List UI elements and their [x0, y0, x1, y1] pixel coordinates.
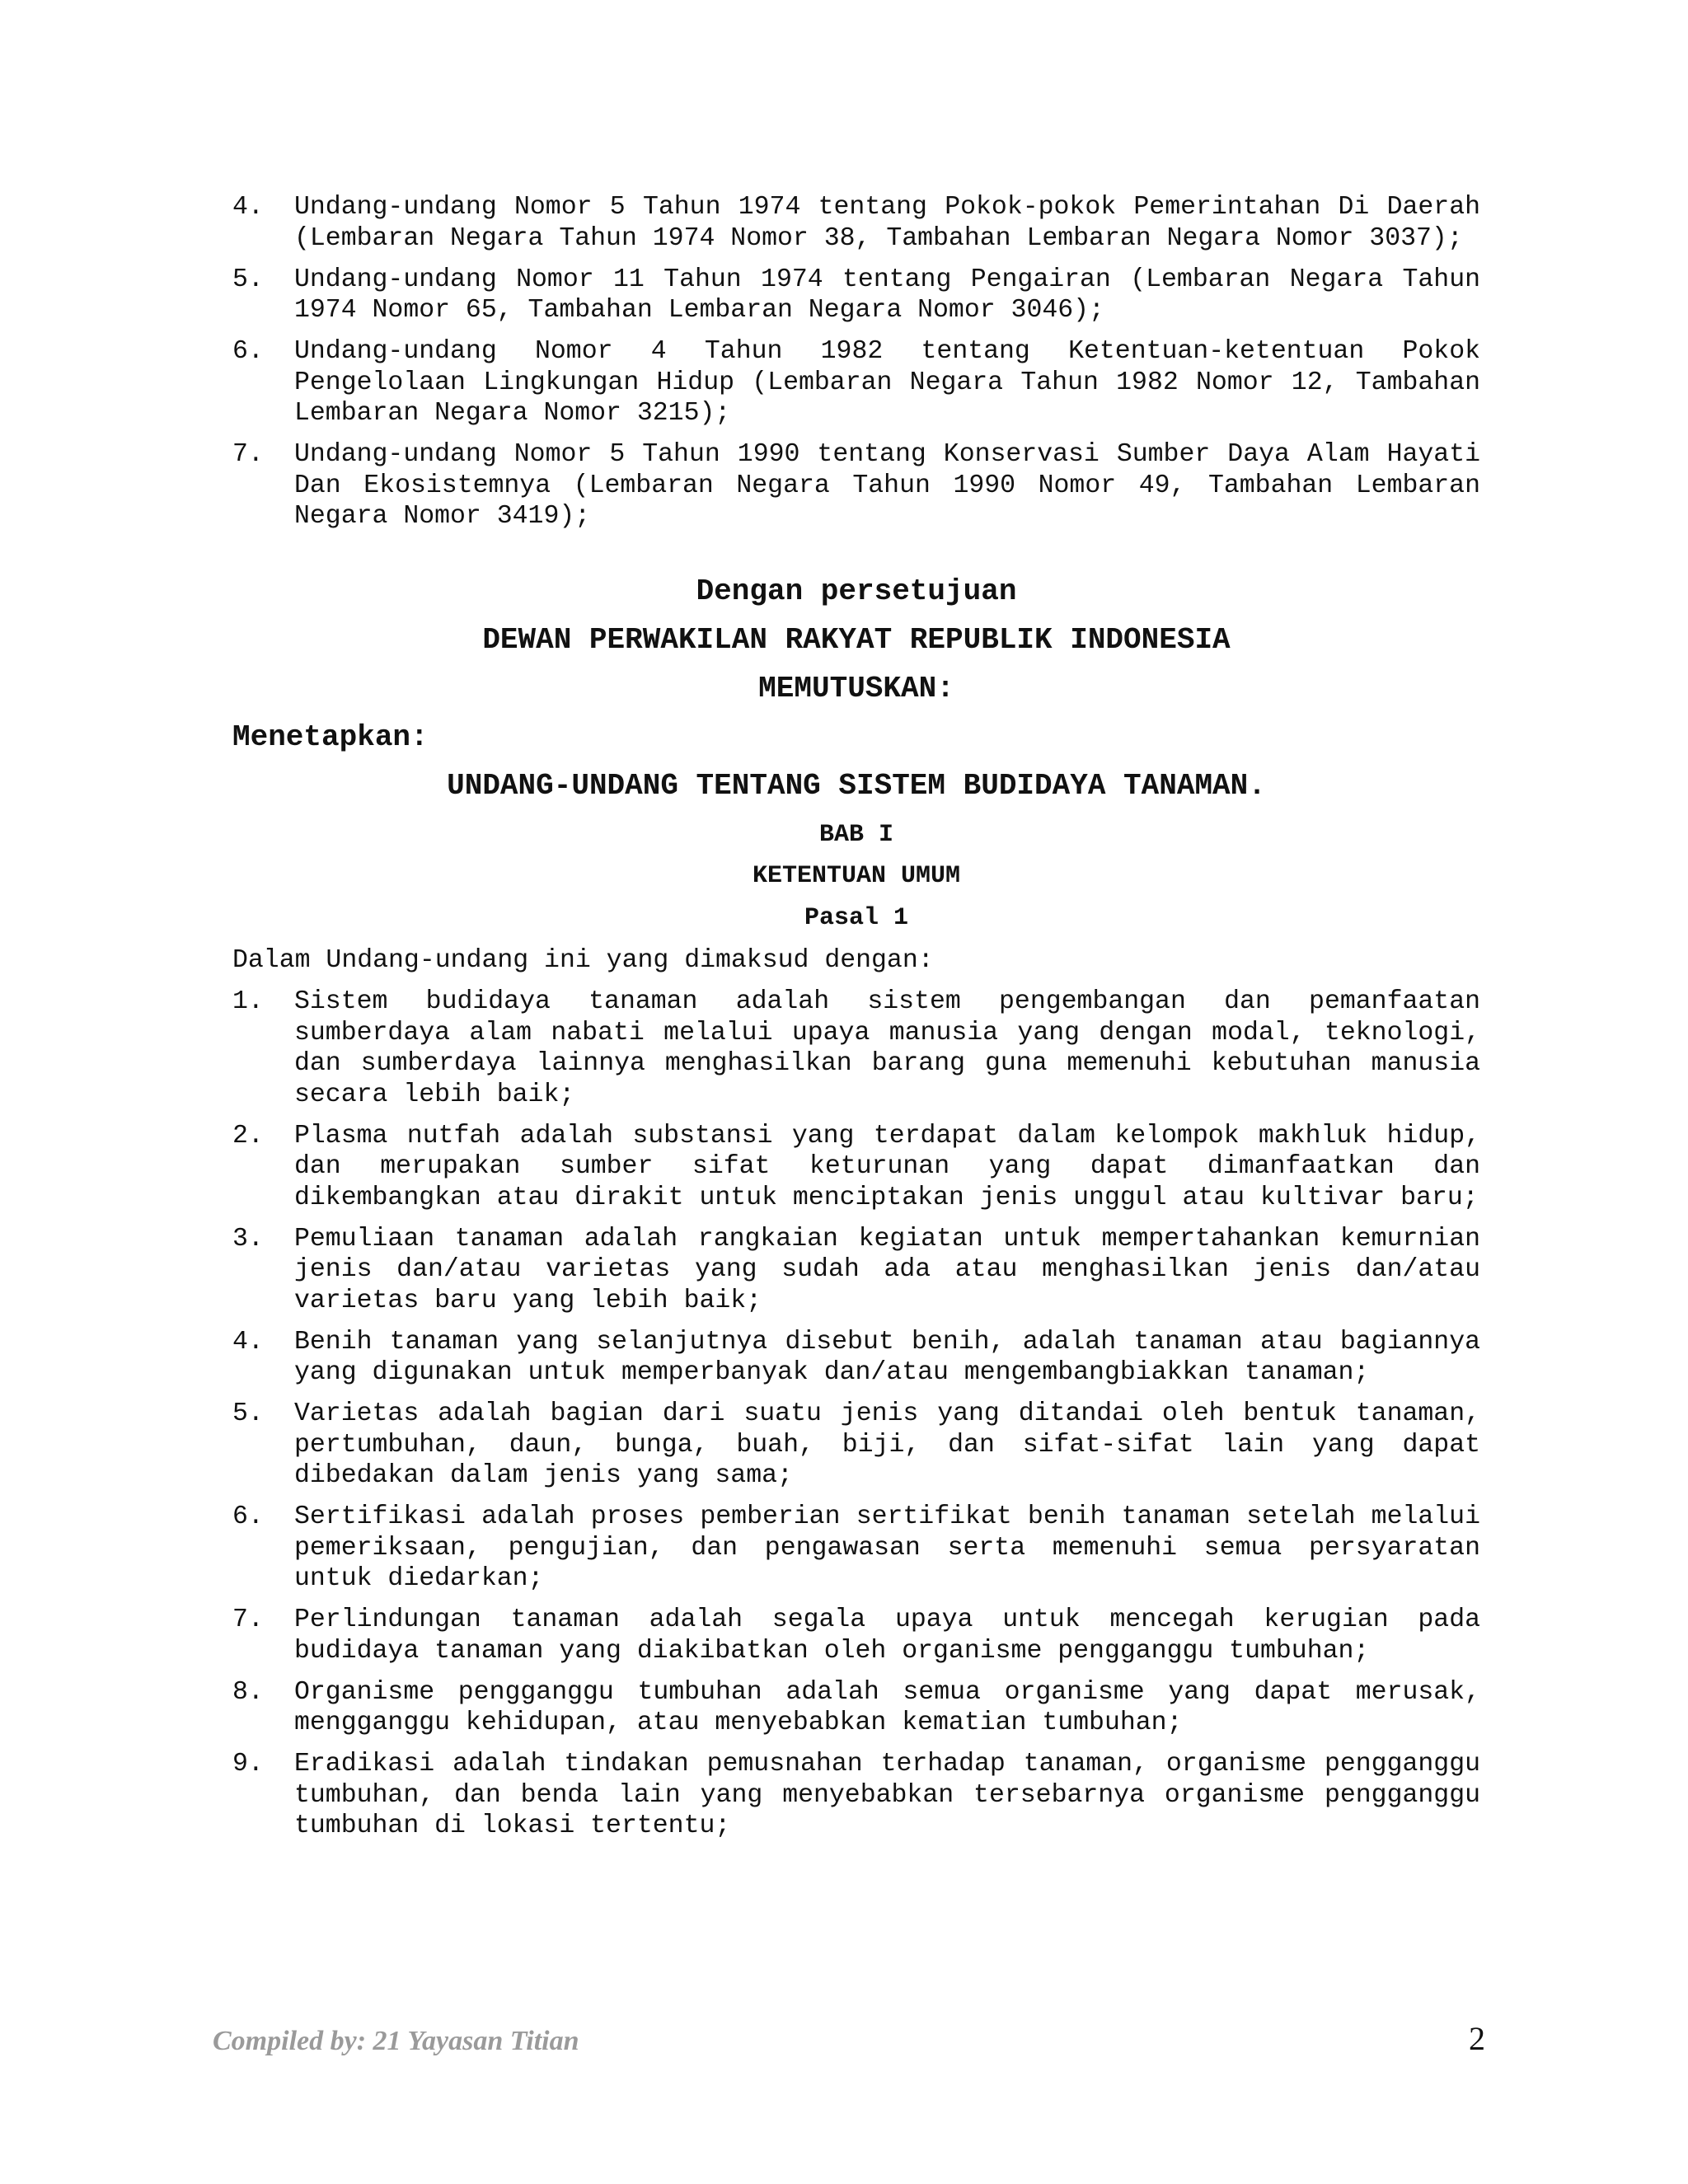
list-item — [232, 265, 1480, 326]
chapter-title: KETENTUAN UMUM — [752, 862, 961, 890]
approval-heading: Dengan persetujuan — [696, 574, 1017, 608]
list-item — [232, 1677, 1480, 1739]
item-number: 6. — [232, 337, 264, 366]
list-item — [232, 1605, 1480, 1666]
item-text: Sertifikasi adalah proses pemberian sertifikat benih tanaman setelah melalui pemeriksaan, pengujian, dan pengawasan serta memenuhi semua persyaratan untuk diedarkan; — [294, 1502, 1480, 1593]
item-text: Varietas adalah bagian dari suatu jenis yang ditandai oleh bentuk tanaman, pertumbuhan, daun, bunga, buah, biji, dan sifat-sifat lain yang dapat dibedakan dalam jenis yang sama; — [294, 1399, 1480, 1490]
article-heading: Pasal 1 — [804, 904, 909, 932]
chapter-heading: BAB I — [818, 821, 893, 849]
list-item — [232, 1224, 1480, 1317]
item-number: 1. — [232, 987, 264, 1016]
item-number: 2. — [232, 1121, 264, 1151]
item-number: 9. — [232, 1750, 264, 1779]
list-item — [232, 1749, 1480, 1842]
list-item — [232, 192, 1480, 254]
item-number: 7. — [232, 1605, 264, 1634]
item-number: 3. — [232, 1224, 264, 1254]
law-title: UNDANG-UNDANG TENTANG SISTEM BUDIDAYA TANAMAN. — [447, 769, 1266, 803]
item-text: Undang-undang Nomor 4 Tahun 1982 tentang Ketentuan-ketentuan Pokok Pengelolaan Lingkungan Hidup (Lembaran Negara Tahun 1982 Nomor 12, Tambahan Lembaran Negara Nomor 3215); — [294, 337, 1480, 428]
list-item — [232, 987, 1480, 1110]
item-text: Sistem budidaya tanaman adalah sistem pengembangan dan pemanfaatan sumberdaya alam nabati melalui upaya manusia yang dengan modal, teknologi, dan sumberdaya lainnya menghasilkan barang guna memenuhi kebutuhan manusia secara lebih baik; — [294, 987, 1480, 1109]
definitions-list — [232, 987, 1480, 1852]
footer-compiled-by: Compiled by: 21 Yayasan Titian — [213, 2026, 579, 2056]
item-number: 6. — [232, 1502, 264, 1531]
item-text: Benih tanaman yang selanjutnya disebut benih, adalah tanaman atau bagiannya yang digunakan untuk memperbanyak dan/atau mengembangbiakkan tanaman; — [294, 1327, 1480, 1387]
list-item — [232, 1399, 1480, 1492]
list-item — [232, 1502, 1480, 1595]
item-text: Perlindungan tanaman adalah segala upaya untuk mencegah kerugian pada budidaya tanaman yang diakibatkan oleh organisme pengganggu tumbuhan; — [294, 1605, 1480, 1666]
item-number: 5. — [232, 265, 264, 294]
item-text: Organisme pengganggu tumbuhan adalah semua organisme yang dapat merusak, mengganggu kehidupan, atau menyebabkan kematian tumbuhan; — [294, 1677, 1480, 1737]
list-item — [232, 439, 1480, 532]
item-text: Pemuliaan tanaman adalah rangkaian kegiatan untuk mempertahankan kemurnian jenis dan/atau varietas yang sudah ada atau menghasilkan jenis dan/atau varietas baru yang lebih baik; — [294, 1224, 1480, 1315]
intro-text: Dalam Undang-undang ini yang dimaksud dengan: — [232, 946, 934, 975]
page-number: 2 — [1469, 2020, 1485, 2057]
item-text: Undang-undang Nomor 11 Tahun 1974 tentang Pengairan (Lembaran Negara Tahun 1974 Nomor 65, Tambahan Lembaran Negara Nomor 3046); — [294, 265, 1480, 325]
item-text: Plasma nutfah adalah substansi yang terdapat dalam kelompok makhluk hidup, dan merupakan sumber sifat keturunan yang dapat dimanfaatkan dan dikembangkan atau dirakit untuk menciptakan jenis unggul atau kultivar baru; — [294, 1121, 1480, 1212]
item-number: 4. — [232, 1327, 264, 1357]
list-item — [232, 336, 1480, 429]
item-number: 5. — [232, 1399, 264, 1428]
list-item — [232, 1327, 1480, 1389]
item-text: Undang-undang Nomor 5 Tahun 1974 tentang Pokok-pokok Pemerintahan Di Daerah (Lembaran Negara Tahun 1974 Nomor 38, Tambahan Lembaran Negara Nomor 3037); — [294, 193, 1480, 253]
decides-heading: MEMUTUSKAN: — [758, 672, 954, 705]
item-text: Eradikasi adalah tindakan pemusnahan terhadap tanaman, organisme pengganggu tumbuhan, dan benda lain yang menyebabkan tersebarnya organisme pengganggu tumbuhan di lokasi tertentu; — [294, 1750, 1480, 1840]
item-number: 4. — [232, 193, 264, 222]
council-heading: DEWAN PERWAKILAN RAKYAT REPUBLIK INDONESIA — [482, 623, 1231, 657]
item-text: Undang-undang Nomor 5 Tahun 1990 tentang Konservasi Sumber Daya Alam Hayati Dan Ekosistemnya (Lembaran Negara Tahun 1990 Nomor 49, Tambahan Lembaran Negara Nomor 3419); — [294, 440, 1480, 531]
item-number: 7. — [232, 440, 264, 469]
prior-laws-list — [232, 192, 1480, 542]
item-number: 8. — [232, 1677, 264, 1707]
list-item — [232, 1121, 1480, 1214]
establish-heading: Menetapkan: — [232, 720, 429, 754]
